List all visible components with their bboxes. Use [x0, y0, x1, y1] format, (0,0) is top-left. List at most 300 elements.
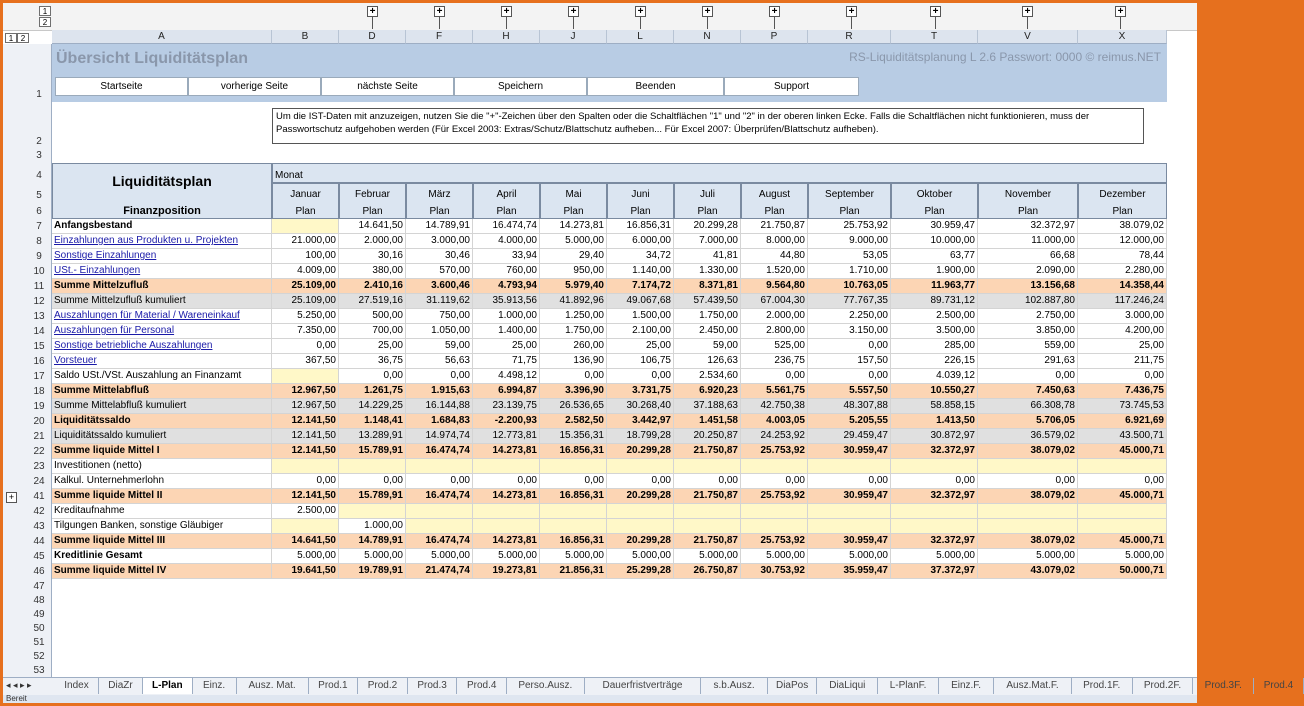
row-level-1-button[interactable]: 1 [39, 6, 51, 16]
value-cell[interactable]: 73.745,53 [1078, 399, 1167, 414]
sheet-tab[interactable]: DiaPos [768, 678, 818, 694]
value-cell[interactable]: 12.141,50 [272, 414, 339, 429]
value-cell[interactable]: 0,00 [808, 474, 891, 489]
value-cell[interactable]: 32.372,97 [891, 489, 978, 504]
value-cell[interactable] [406, 504, 473, 519]
value-cell[interactable]: 0,00 [339, 474, 406, 489]
sheet-tab[interactable]: Ausz. Mat. [237, 678, 309, 694]
value-cell[interactable]: 1.915,63 [406, 384, 473, 399]
value-cell[interactable] [1078, 504, 1167, 519]
value-cell[interactable] [674, 504, 741, 519]
value-cell[interactable]: 2.410,16 [339, 279, 406, 294]
value-cell[interactable]: 14.358,44 [1078, 279, 1167, 294]
tab-scroll-arrows[interactable]: ◂ ◂ ▸ ▸ [6, 680, 32, 690]
value-cell[interactable] [674, 459, 741, 474]
hidden-rows-expand-icon[interactable]: + [6, 492, 17, 503]
value-cell[interactable]: 25.753,92 [741, 534, 808, 549]
sheet-tab[interactable]: Prod.1F. [1072, 678, 1133, 694]
value-cell[interactable] [1078, 459, 1167, 474]
row-label[interactable]: Sonstige Einzahlungen [52, 249, 272, 264]
value-cell[interactable]: 4.200,00 [1078, 324, 1167, 339]
value-cell[interactable]: 3.850,00 [978, 324, 1078, 339]
value-cell[interactable]: 285,00 [891, 339, 978, 354]
value-cell[interactable]: 2.000,00 [741, 309, 808, 324]
value-cell[interactable]: 14.273,81 [540, 219, 607, 234]
value-cell[interactable]: 58.858,15 [891, 399, 978, 414]
value-cell[interactable]: 25.109,00 [272, 294, 339, 309]
row-number[interactable]: 43 [33, 521, 45, 532]
row-number[interactable]: 50 [33, 623, 45, 634]
value-cell[interactable]: 1.148,41 [339, 414, 406, 429]
row-number[interactable]: 15 [33, 341, 45, 352]
expand-group-icon[interactable]: + [367, 6, 378, 17]
value-cell[interactable] [272, 459, 339, 474]
value-cell[interactable]: 570,00 [406, 264, 473, 279]
expand-group-icon[interactable]: + [846, 6, 857, 17]
column-header[interactable]: L [607, 30, 674, 44]
column-header[interactable]: N [674, 30, 741, 44]
sheet-tab[interactable]: Einz. [193, 678, 237, 694]
value-cell[interactable]: 13.289,91 [339, 429, 406, 444]
row-label[interactable]: Sonstige betriebliche Auszahlungen [52, 339, 272, 354]
value-cell[interactable]: 45.000,71 [1078, 444, 1167, 459]
value-cell[interactable]: 0,00 [978, 474, 1078, 489]
value-cell[interactable]: 7.174,72 [607, 279, 674, 294]
value-cell[interactable] [406, 459, 473, 474]
value-cell[interactable] [674, 519, 741, 534]
sheet-tab[interactable]: Index [55, 678, 99, 694]
nav-button-support[interactable]: Support [724, 77, 859, 96]
value-cell[interactable]: 14.974,74 [406, 429, 473, 444]
value-cell[interactable]: 42.750,38 [741, 399, 808, 414]
value-cell[interactable]: 14.229,25 [339, 399, 406, 414]
sheet-tab[interactable]: Prod.4 [1254, 678, 1304, 694]
value-cell[interactable]: 21.750,87 [674, 534, 741, 549]
sheet-tab[interactable]: Prod.3F. [1193, 678, 1254, 694]
value-cell[interactable]: 38.079,02 [978, 489, 1078, 504]
sheet-tab[interactable]: DiaZr [99, 678, 143, 694]
value-cell[interactable]: 12.967,50 [272, 384, 339, 399]
value-cell[interactable]: 0,00 [540, 474, 607, 489]
row-number[interactable]: 14 [33, 326, 45, 337]
value-cell[interactable]: 1.500,00 [607, 309, 674, 324]
value-cell[interactable]: 14.641,50 [272, 534, 339, 549]
row-number[interactable]: 7 [36, 221, 42, 232]
value-cell[interactable]: 5.557,50 [808, 384, 891, 399]
row-number[interactable]: 20 [33, 416, 45, 427]
value-cell[interactable]: 6.921,69 [1078, 414, 1167, 429]
value-cell[interactable]: 5.000,00 [674, 549, 741, 564]
row-number[interactable]: 19 [33, 401, 45, 412]
sheet-tab[interactable]: Perso.Ausz. [507, 678, 585, 694]
value-cell[interactable]: 7.350,00 [272, 324, 339, 339]
value-cell[interactable]: 0,00 [808, 339, 891, 354]
value-cell[interactable]: 7.436,75 [1078, 384, 1167, 399]
row-number[interactable]: 45 [33, 551, 45, 562]
column-header[interactable]: J [540, 30, 607, 44]
column-header[interactable]: F [406, 30, 473, 44]
value-cell[interactable]: 10.763,05 [808, 279, 891, 294]
value-cell[interactable]: 5.979,40 [540, 279, 607, 294]
value-cell[interactable]: 16.144,88 [406, 399, 473, 414]
value-cell[interactable]: 38.079,02 [978, 444, 1078, 459]
value-cell[interactable]: 0,00 [674, 474, 741, 489]
value-cell[interactable] [978, 504, 1078, 519]
sheet-tab[interactable]: L-Plan [143, 678, 193, 694]
row-number[interactable]: 2 [36, 136, 42, 147]
value-cell[interactable]: 19.273,81 [473, 564, 540, 579]
value-cell[interactable]: 4.039,12 [891, 369, 978, 384]
value-cell[interactable]: 157,50 [808, 354, 891, 369]
expand-group-icon[interactable]: + [568, 6, 579, 17]
value-cell[interactable] [473, 519, 540, 534]
expand-group-icon[interactable]: + [1022, 6, 1033, 17]
col-level-2-button[interactable]: 2 [17, 33, 29, 43]
value-cell[interactable] [891, 504, 978, 519]
row-number[interactable]: 51 [33, 637, 45, 648]
value-cell[interactable] [978, 519, 1078, 534]
value-cell[interactable]: 760,00 [473, 264, 540, 279]
value-cell[interactable]: 25,00 [473, 339, 540, 354]
value-cell[interactable] [741, 459, 808, 474]
value-cell[interactable]: 16.474,74 [473, 219, 540, 234]
value-cell[interactable]: 1.900,00 [891, 264, 978, 279]
column-header[interactable]: B [272, 30, 339, 44]
value-cell[interactable]: 9.564,80 [741, 279, 808, 294]
value-cell[interactable]: 20.299,28 [607, 534, 674, 549]
value-cell[interactable]: 100,00 [272, 249, 339, 264]
value-cell[interactable]: 5.561,75 [741, 384, 808, 399]
value-cell[interactable]: 3.731,75 [607, 384, 674, 399]
value-cell[interactable]: 14.273,81 [473, 534, 540, 549]
value-cell[interactable]: 1.400,00 [473, 324, 540, 339]
row-number[interactable]: 10 [33, 266, 45, 277]
value-cell[interactable] [1078, 519, 1167, 534]
value-cell[interactable]: 3.442,97 [607, 414, 674, 429]
sheet-tab[interactable]: Ausz.Mat.F. [994, 678, 1072, 694]
value-cell[interactable]: 2.000,00 [339, 234, 406, 249]
expand-group-icon[interactable]: + [769, 6, 780, 17]
value-cell[interactable]: 11.000,00 [978, 234, 1078, 249]
value-cell[interactable]: 16.856,31 [540, 534, 607, 549]
row-label[interactable]: Vorsteuer [52, 354, 272, 369]
value-cell[interactable]: 63,77 [891, 249, 978, 264]
row-label[interactable]: Einzahlungen aus Produkten u. Projekten [52, 234, 272, 249]
value-cell[interactable]: 41,81 [674, 249, 741, 264]
value-cell[interactable]: 21.750,87 [674, 489, 741, 504]
value-cell[interactable]: 16.474,74 [406, 534, 473, 549]
column-header[interactable]: H [473, 30, 540, 44]
row-label[interactable]: Auszahlungen für Personal [52, 324, 272, 339]
value-cell[interactable] [891, 519, 978, 534]
value-cell[interactable]: 25.109,00 [272, 279, 339, 294]
column-header[interactable]: R [808, 30, 891, 44]
value-cell[interactable]: 30.268,40 [607, 399, 674, 414]
row-number[interactable]: 48 [33, 595, 45, 606]
value-cell[interactable]: 78,44 [1078, 249, 1167, 264]
column-header[interactable]: X [1078, 30, 1167, 44]
value-cell[interactable]: 0,00 [607, 474, 674, 489]
value-cell[interactable]: 500,00 [339, 309, 406, 324]
row-number[interactable]: 16 [33, 356, 45, 367]
value-cell[interactable]: 1.250,00 [540, 309, 607, 324]
value-cell[interactable]: 16.474,74 [406, 489, 473, 504]
sheet-tab[interactable]: L-PlanF. [878, 678, 939, 694]
value-cell[interactable]: 20.250,87 [674, 429, 741, 444]
value-cell[interactable]: 19.641,50 [272, 564, 339, 579]
value-cell[interactable]: 9.000,00 [808, 234, 891, 249]
value-cell[interactable]: 21.856,31 [540, 564, 607, 579]
value-cell[interactable]: 27.519,16 [339, 294, 406, 309]
sheet-tab[interactable]: DiaLiqui [817, 678, 878, 694]
value-cell[interactable]: 0,00 [607, 369, 674, 384]
value-cell[interactable]: 226,15 [891, 354, 978, 369]
row-number[interactable]: 46 [33, 566, 45, 577]
value-cell[interactable]: 2.090,00 [978, 264, 1078, 279]
value-cell[interactable] [607, 459, 674, 474]
value-cell[interactable]: 3.500,00 [891, 324, 978, 339]
value-cell[interactable]: 36.579,02 [978, 429, 1078, 444]
value-cell[interactable]: 117.246,24 [1078, 294, 1167, 309]
value-cell[interactable]: 21.750,87 [674, 444, 741, 459]
row-number[interactable]: 18 [33, 386, 45, 397]
value-cell[interactable]: 950,00 [540, 264, 607, 279]
value-cell[interactable]: 15.789,91 [339, 489, 406, 504]
value-cell[interactable]: 3.396,90 [540, 384, 607, 399]
value-cell[interactable] [741, 504, 808, 519]
value-cell[interactable] [272, 219, 339, 234]
value-cell[interactable] [540, 519, 607, 534]
value-cell[interactable]: 5.250,00 [272, 309, 339, 324]
value-cell[interactable]: 1.684,83 [406, 414, 473, 429]
sheet-tab[interactable]: Prod.3 [408, 678, 458, 694]
value-cell[interactable]: 2.500,00 [891, 309, 978, 324]
value-cell[interactable]: 3.000,00 [406, 234, 473, 249]
col-level-1-button[interactable]: 1 [5, 33, 17, 43]
value-cell[interactable]: 3.600,46 [406, 279, 473, 294]
value-cell[interactable]: 5.000,00 [978, 549, 1078, 564]
value-cell[interactable]: 2.100,00 [607, 324, 674, 339]
value-cell[interactable]: 7.000,00 [674, 234, 741, 249]
value-cell[interactable]: 0,00 [406, 474, 473, 489]
value-cell[interactable]: 38.079,02 [978, 534, 1078, 549]
value-cell[interactable]: 13.156,68 [978, 279, 1078, 294]
value-cell[interactable]: 30.959,47 [891, 219, 978, 234]
row-number[interactable]: 12 [33, 296, 45, 307]
value-cell[interactable] [808, 504, 891, 519]
value-cell[interactable]: 0,00 [339, 369, 406, 384]
value-cell[interactable] [406, 519, 473, 534]
value-cell[interactable]: 211,75 [1078, 354, 1167, 369]
value-cell[interactable]: 5.000,00 [406, 549, 473, 564]
row-number[interactable]: 41 [33, 491, 45, 502]
value-cell[interactable]: 367,50 [272, 354, 339, 369]
value-cell[interactable]: 5.000,00 [473, 549, 540, 564]
value-cell[interactable]: 0,00 [741, 369, 808, 384]
value-cell[interactable]: 57.439,50 [674, 294, 741, 309]
value-cell[interactable] [891, 459, 978, 474]
row-number[interactable]: 49 [33, 609, 45, 620]
value-cell[interactable]: 1.750,00 [540, 324, 607, 339]
value-cell[interactable]: 5.000,00 [607, 549, 674, 564]
column-header[interactable]: P [741, 30, 808, 44]
value-cell[interactable]: 6.000,00 [607, 234, 674, 249]
value-cell[interactable]: 32.372,97 [978, 219, 1078, 234]
value-cell[interactable]: 559,00 [978, 339, 1078, 354]
value-cell[interactable]: 30,16 [339, 249, 406, 264]
value-cell[interactable]: 30.959,47 [808, 534, 891, 549]
value-cell[interactable]: 0,00 [540, 369, 607, 384]
row-number[interactable]: 44 [33, 536, 45, 547]
row-number[interactable]: 3 [36, 150, 42, 161]
value-cell[interactable]: 2.280,00 [1078, 264, 1167, 279]
value-cell[interactable]: 2.582,50 [540, 414, 607, 429]
value-cell[interactable]: 2.534,60 [674, 369, 741, 384]
value-cell[interactable]: 38.079,02 [1078, 219, 1167, 234]
value-cell[interactable]: 30.872,97 [891, 429, 978, 444]
value-cell[interactable]: 1.451,58 [674, 414, 741, 429]
value-cell[interactable]: 5.706,05 [978, 414, 1078, 429]
row-label[interactable]: USt.- Einzahlungen [52, 264, 272, 279]
column-header[interactable]: A [52, 30, 272, 44]
row-label[interactable]: Auszahlungen für Material / Wareneinkauf [52, 309, 272, 324]
value-cell[interactable]: 5.205,55 [808, 414, 891, 429]
nav-button-beenden[interactable]: Beenden [587, 77, 724, 96]
expand-group-icon[interactable]: + [635, 6, 646, 17]
value-cell[interactable]: 37.372,97 [891, 564, 978, 579]
value-cell[interactable]: 16.474,74 [406, 444, 473, 459]
value-cell[interactable] [808, 519, 891, 534]
value-cell[interactable]: 5.000,00 [891, 549, 978, 564]
row-number[interactable]: 17 [33, 371, 45, 382]
value-cell[interactable]: 45.000,71 [1078, 489, 1167, 504]
value-cell[interactable] [540, 459, 607, 474]
value-cell[interactable]: 380,00 [339, 264, 406, 279]
value-cell[interactable]: 77.767,35 [808, 294, 891, 309]
value-cell[interactable] [339, 459, 406, 474]
sheet-tab[interactable]: Prod.2F. [1133, 678, 1194, 694]
value-cell[interactable]: 700,00 [339, 324, 406, 339]
value-cell[interactable]: 34,72 [607, 249, 674, 264]
value-cell[interactable]: 1.140,00 [607, 264, 674, 279]
value-cell[interactable]: 30.753,92 [741, 564, 808, 579]
value-cell[interactable]: 0,00 [891, 474, 978, 489]
row-number[interactable]: 24 [33, 476, 45, 487]
value-cell[interactable]: 2.800,00 [741, 324, 808, 339]
row-number[interactable]: 52 [33, 651, 45, 662]
row-number[interactable]: 42 [33, 506, 45, 517]
row-number[interactable]: 1 [36, 89, 42, 100]
expand-group-icon[interactable]: + [501, 6, 512, 17]
value-cell[interactable]: 30.959,47 [808, 444, 891, 459]
value-cell[interactable]: 0,00 [272, 339, 339, 354]
value-cell[interactable]: 29,40 [540, 249, 607, 264]
value-cell[interactable]: 33,94 [473, 249, 540, 264]
value-cell[interactable]: 16.856,31 [540, 444, 607, 459]
value-cell[interactable]: 0,00 [1078, 474, 1167, 489]
expand-group-icon[interactable]: + [434, 6, 445, 17]
value-cell[interactable]: 12.141,50 [272, 489, 339, 504]
value-cell[interactable]: 6.920,23 [674, 384, 741, 399]
value-cell[interactable] [808, 459, 891, 474]
value-cell[interactable]: 10.550,27 [891, 384, 978, 399]
value-cell[interactable]: 44,80 [741, 249, 808, 264]
value-cell[interactable]: 5.000,00 [741, 549, 808, 564]
value-cell[interactable]: 14.273,81 [473, 489, 540, 504]
value-cell[interactable] [607, 519, 674, 534]
value-cell[interactable]: 21.000,00 [272, 234, 339, 249]
value-cell[interactable]: 0,00 [272, 474, 339, 489]
value-cell[interactable]: 0,00 [1078, 369, 1167, 384]
value-cell[interactable]: 25.753,92 [741, 444, 808, 459]
value-cell[interactable]: 19.789,91 [339, 564, 406, 579]
value-cell[interactable]: 20.299,28 [674, 219, 741, 234]
row-number[interactable]: 21 [33, 431, 45, 442]
value-cell[interactable]: 66.308,78 [978, 399, 1078, 414]
value-cell[interactable] [540, 504, 607, 519]
value-cell[interactable]: 66,68 [978, 249, 1078, 264]
value-cell[interactable]: 3.000,00 [1078, 309, 1167, 324]
value-cell[interactable]: 71,75 [473, 354, 540, 369]
value-cell[interactable]: 260,00 [540, 339, 607, 354]
value-cell[interactable]: 24.253,92 [741, 429, 808, 444]
value-cell[interactable] [272, 519, 339, 534]
sheet-tab[interactable]: s.b.Ausz. [701, 678, 767, 694]
value-cell[interactable]: 0,00 [808, 369, 891, 384]
value-cell[interactable]: 49.067,68 [607, 294, 674, 309]
value-cell[interactable] [978, 459, 1078, 474]
value-cell[interactable]: 16.856,31 [607, 219, 674, 234]
value-cell[interactable]: 1.520,00 [741, 264, 808, 279]
value-cell[interactable]: 2.750,00 [978, 309, 1078, 324]
expand-group-icon[interactable]: + [702, 6, 713, 17]
value-cell[interactable]: 5.000,00 [272, 549, 339, 564]
sheet-tab[interactable]: Dauerfristverträge [585, 678, 702, 694]
value-cell[interactable]: 12.141,50 [272, 444, 339, 459]
row-number[interactable]: 23 [33, 461, 45, 472]
value-cell[interactable]: 12.000,00 [1078, 234, 1167, 249]
value-cell[interactable]: 53,05 [808, 249, 891, 264]
value-cell[interactable]: 14.273,81 [473, 444, 540, 459]
value-cell[interactable] [741, 519, 808, 534]
value-cell[interactable]: 18.799,28 [607, 429, 674, 444]
value-cell[interactable]: 126,63 [674, 354, 741, 369]
value-cell[interactable]: 136,90 [540, 354, 607, 369]
value-cell[interactable]: 2.450,00 [674, 324, 741, 339]
column-header[interactable]: T [891, 30, 978, 44]
sheet-tab[interactable]: Prod.2 [358, 678, 408, 694]
row-number[interactable]: 13 [33, 311, 45, 322]
column-header[interactable]: D [339, 30, 406, 44]
value-cell[interactable]: 2.250,00 [808, 309, 891, 324]
value-cell[interactable]: 30.959,47 [808, 489, 891, 504]
value-cell[interactable] [339, 504, 406, 519]
value-cell[interactable]: 236,75 [741, 354, 808, 369]
value-cell[interactable]: 4.498,12 [473, 369, 540, 384]
value-cell[interactable]: 41.892,96 [540, 294, 607, 309]
value-cell[interactable]: 5.000,00 [808, 549, 891, 564]
value-cell[interactable]: 525,00 [741, 339, 808, 354]
row-number[interactable]: 11 [33, 281, 45, 292]
nav-button-startseite[interactable]: Startseite [55, 77, 188, 96]
value-cell[interactable]: 21.750,87 [741, 219, 808, 234]
value-cell[interactable]: 23.139,75 [473, 399, 540, 414]
value-cell[interactable]: 7.450,63 [978, 384, 1078, 399]
value-cell[interactable]: 12.773,81 [473, 429, 540, 444]
row-number[interactable]: 53 [33, 665, 45, 676]
row-number[interactable]: 47 [33, 581, 45, 592]
value-cell[interactable]: 25.299,28 [607, 564, 674, 579]
